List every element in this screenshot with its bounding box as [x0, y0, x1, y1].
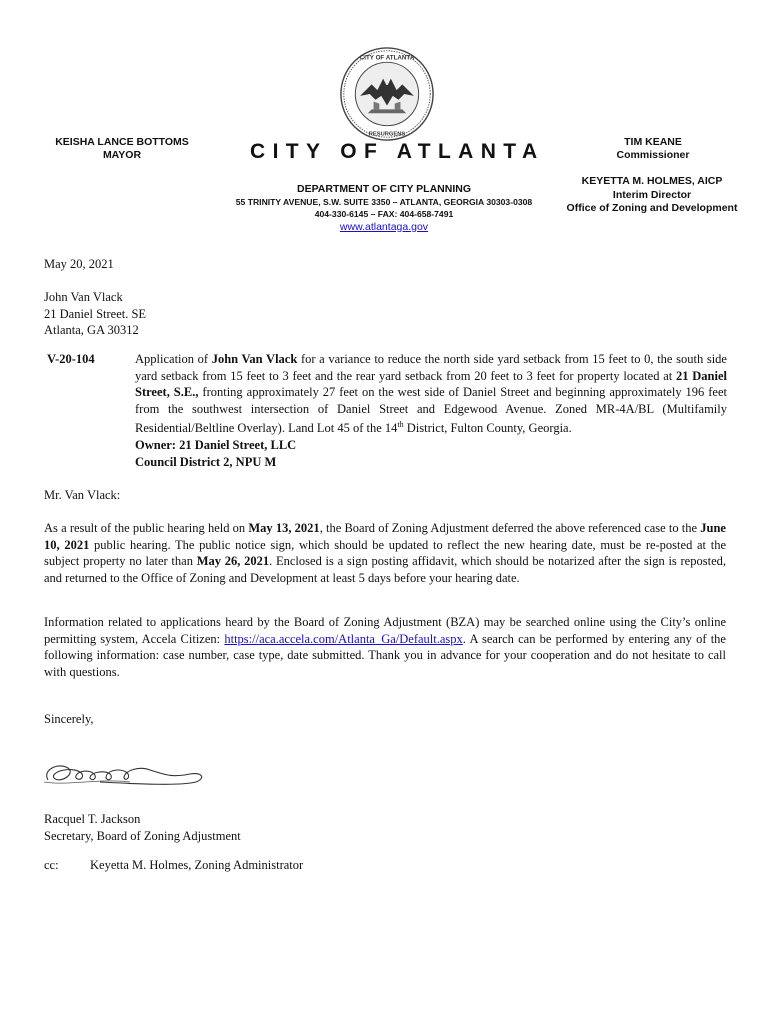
salutation: Mr. Van Vlack:: [44, 488, 121, 502]
recipient-address: [44, 289, 146, 339]
department-block: [218, 183, 550, 233]
mayor-block: [42, 136, 202, 162]
cc-line: [44, 857, 303, 874]
case-text: fronting approximately 27 feet on the west side of Daniel Street and beginning approximately 196 feet from the southwest intersection of Daniel Street and Edgewood Avenue. Zoned MR-4A/BL (Multifamily Residential/Beltline Overlay). Land Lot 45 of the 14: [135, 385, 727, 436]
para-text: . Enclosed is a sign posting affidavit, which should be notarized after the sign is reposted, and returned to the Office of Zoning and Development at least 5 days before your hearing date.: [44, 554, 726, 585]
letter-date: May 20, 2021: [44, 257, 114, 271]
para-text: public hearing. The public notice sign, which should be updated to reflect the new hearing date, must be re-posted at the subject property no later than: [44, 537, 726, 569]
case-text: for a variance to reduce the north side yard setback from 15 feet to 0, the south side yard setback from 15 feet to 3 feet and the rear yard setback from 20 feet to 3 feet for property located at: [135, 352, 727, 383]
city-name: CITY OF ATLANTA: [250, 140, 545, 163]
signer-title: Secretary, Board of Zoning Adjustment: [44, 828, 241, 843]
commissioner-block: [598, 136, 708, 162]
signer-name: Racquel T. Jackson: [44, 812, 141, 826]
commissioner-title: Commissioner: [616, 149, 690, 161]
hearing-date: May 13, 2021: [248, 521, 320, 535]
director-block: [556, 175, 748, 216]
case-description: [135, 351, 727, 470]
department-phone-fax: 404-330-6145 – FAX: 404-658-7491: [314, 209, 454, 219]
cc-label: cc:: [44, 858, 59, 872]
director-title: Interim Director: [612, 188, 692, 201]
director-name: KEYETTA M. HOLMES, AICP: [581, 175, 723, 187]
department-name: DEPARTMENT OF CITY PLANNING: [296, 183, 472, 195]
seal-text-top: CITY OF ATLANTA: [359, 54, 415, 62]
para-text: . A search can be performed by entering any of the following information: case number, case type, date submitted. Thank you in advance for your cooperation and do not hesitate to call with questions.: [44, 631, 726, 679]
closing: Sincerely,: [44, 712, 94, 726]
para-text: As a result of the public hearing held on: [44, 521, 249, 535]
case-text: District, Fulton County, Georgia.: [403, 421, 572, 436]
paragraph-hearing: [44, 520, 726, 586]
mayor-name: KEISHA LANCE BOTTOMS: [55, 136, 189, 148]
city-seal: [339, 46, 435, 142]
recipient-street: 21 Daniel Street. SE: [44, 306, 147, 321]
repost-deadline: May 26, 2021: [196, 554, 270, 569]
website-link[interactable]: www.atlantaga.gov: [339, 220, 429, 233]
para-text: Information related to applications heard by the Board of Zoning Adjustment (BZA) may be searched online using the City’s online permitting system, Accela Citizen:: [44, 615, 726, 646]
seal-text-bottom: RESURGENS: [368, 131, 406, 138]
cc-recipient: Keyetta M. Holmes, Zoning Administrator: [90, 858, 304, 872]
applicant-name: John Van Vlack: [211, 352, 298, 366]
paragraph-information: [44, 614, 726, 680]
case-number: V-20-104: [47, 352, 95, 366]
property-address: 21 Daniel Street, S.E.,: [135, 368, 727, 400]
commissioner-name: TIM KEANE: [624, 136, 682, 148]
new-hearing-date: June 10, 2021: [44, 521, 726, 552]
case-owner: Owner: 21 Daniel Street, LLC: [135, 438, 297, 453]
case-text: Application of: [135, 352, 212, 366]
department-address: 55 TRINITY AVENUE, S.W. SUITE 3350 – ATLANTA, GEORGIA 30303-0308: [235, 196, 533, 207]
recipient-name: John Van Vlack: [44, 290, 123, 304]
director-office: Office of Zoning and Development: [566, 202, 738, 214]
signature: [40, 752, 210, 792]
signer-block: [44, 811, 241, 844]
recipient-city: Atlanta, GA 30312: [44, 323, 139, 338]
ordinal-suffix: th: [397, 420, 404, 430]
para-text: , the Board of Zoning Adjustment deferred the above referenced case to the: [319, 521, 701, 535]
accela-link[interactable]: https://aca.accela.com/Atlanta_Ga/Default.aspx: [224, 631, 463, 646]
case-council-district: Council District 2, NPU M: [135, 454, 277, 469]
mayor-title: MAYOR: [102, 149, 142, 161]
